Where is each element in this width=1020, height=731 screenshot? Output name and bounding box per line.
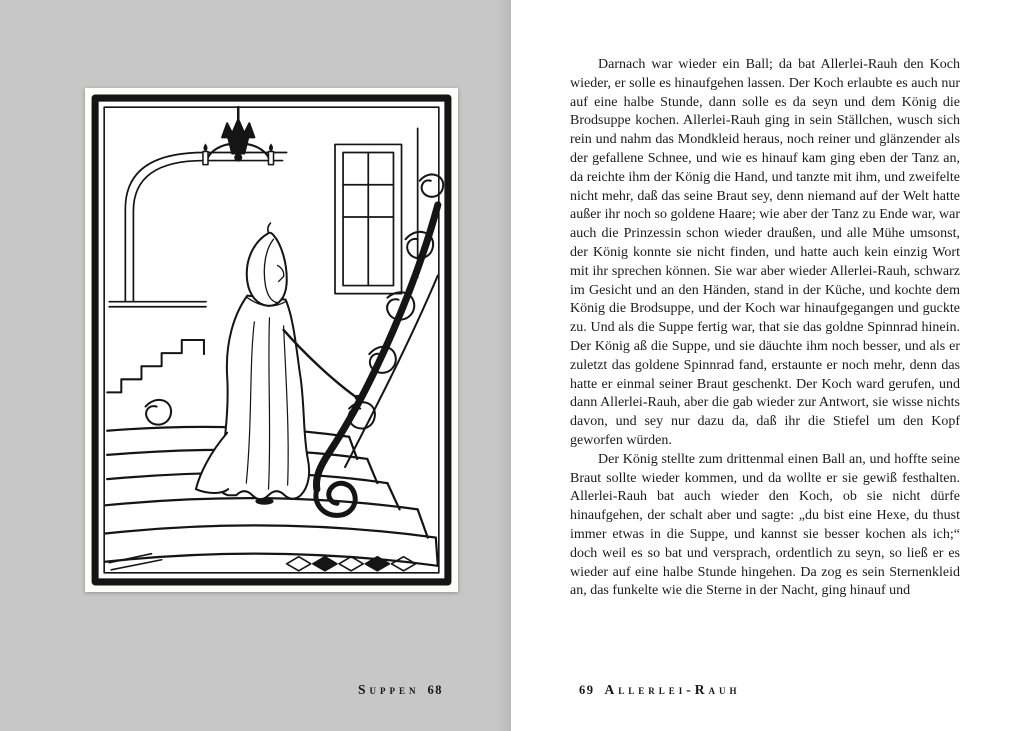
chapter-label: Allerlei-Rauh [604, 682, 741, 697]
section-label: Suppen [357, 682, 420, 697]
right-page-footer [579, 681, 741, 699]
left-page-footer [358, 681, 443, 699]
paragraph-1: Darnach war wieder ein Ball; da bat Allerlei-Rauh den Koch wieder, er solle es hinaufgehen lassen. Der Koch erlaubte es auch nur auf eine halbe Stunde, dann solle es da seyn und dem König die Brodsuppe kochen. Allerlei-Rauh ging in sein Ställchen, wusch sich rein und nahm das Mondkleid heraus, noch reiner und glänzender als der gefallene Schnee, und wie es hinauf kam ging eben der Tanz an, da reichte ihm der König die Hand, und tanzte mit ihm, und zweifelte nicht mehr, daß das seine Braut sey, denn niemand auf der Welt hatte außer ihr noch so goldene Haare; wie aber der Tanz zu Ende war, war auch die Prinzessin schon wieder draußen, und alle Mühe umsonst, der König konnte sie nicht finden, und hatte auch kein einzig Wort mit ihr sprechen können. Sie war aber wieder Allerlei-Rauh, schwarz im Gesicht und an den Händen, stand in der Küche, und kochte dem König die Brodsuppe, und der Koch war hinaufgegangen und guckte zu. Und als die Suppe fertig war, that sie das goldne Spinnrad hinein. Der König aß die Suppe, und sie däuchte ihm noch besser, und als er zuletzt das goldene Spinnrad fand, erstaunte er noch mehr, denn das hatte er einmal seiner Braut geschenkt. Der Koch ward gerufen, und dann Allerlei-Rauh, aber die gab wieder zur Antwort, sie wisse nichts davon, und sey nur dazu da, daß ihr die Stiefel um den Kopf geworfen würden. [570, 57, 960, 448]
left-page-number: 68 [427, 683, 443, 697]
right-page-number: 69 [579, 683, 595, 697]
illustration-plate [85, 88, 458, 592]
staircase-illustration [85, 88, 458, 592]
right-page [511, 0, 1020, 731]
body-text [570, 56, 960, 601]
paragraph-2: Der König stellte zum drittenmal einen Ball an, und hoffte seine Braut sollte wieder kommen, und da wollte er sie gewiß festhalten. Allerlei-Rauh bat auch wieder den Koch, ob sie nicht dürfe hinaufgehen, der schalt aber und sagte: „du bist eine Hexe, du thust immer etwas in die Suppe, und kannst sie besser kochen als ich;“ doch weil es so bat und versprach, ordentlich zu seyn, so ließ er es wieder auf eine halbe Stunde hingehen. Da zog es sein Sternenkleid an, das funkelte wie die Sterne in der Nacht, ging hinauf und [570, 451, 960, 599]
